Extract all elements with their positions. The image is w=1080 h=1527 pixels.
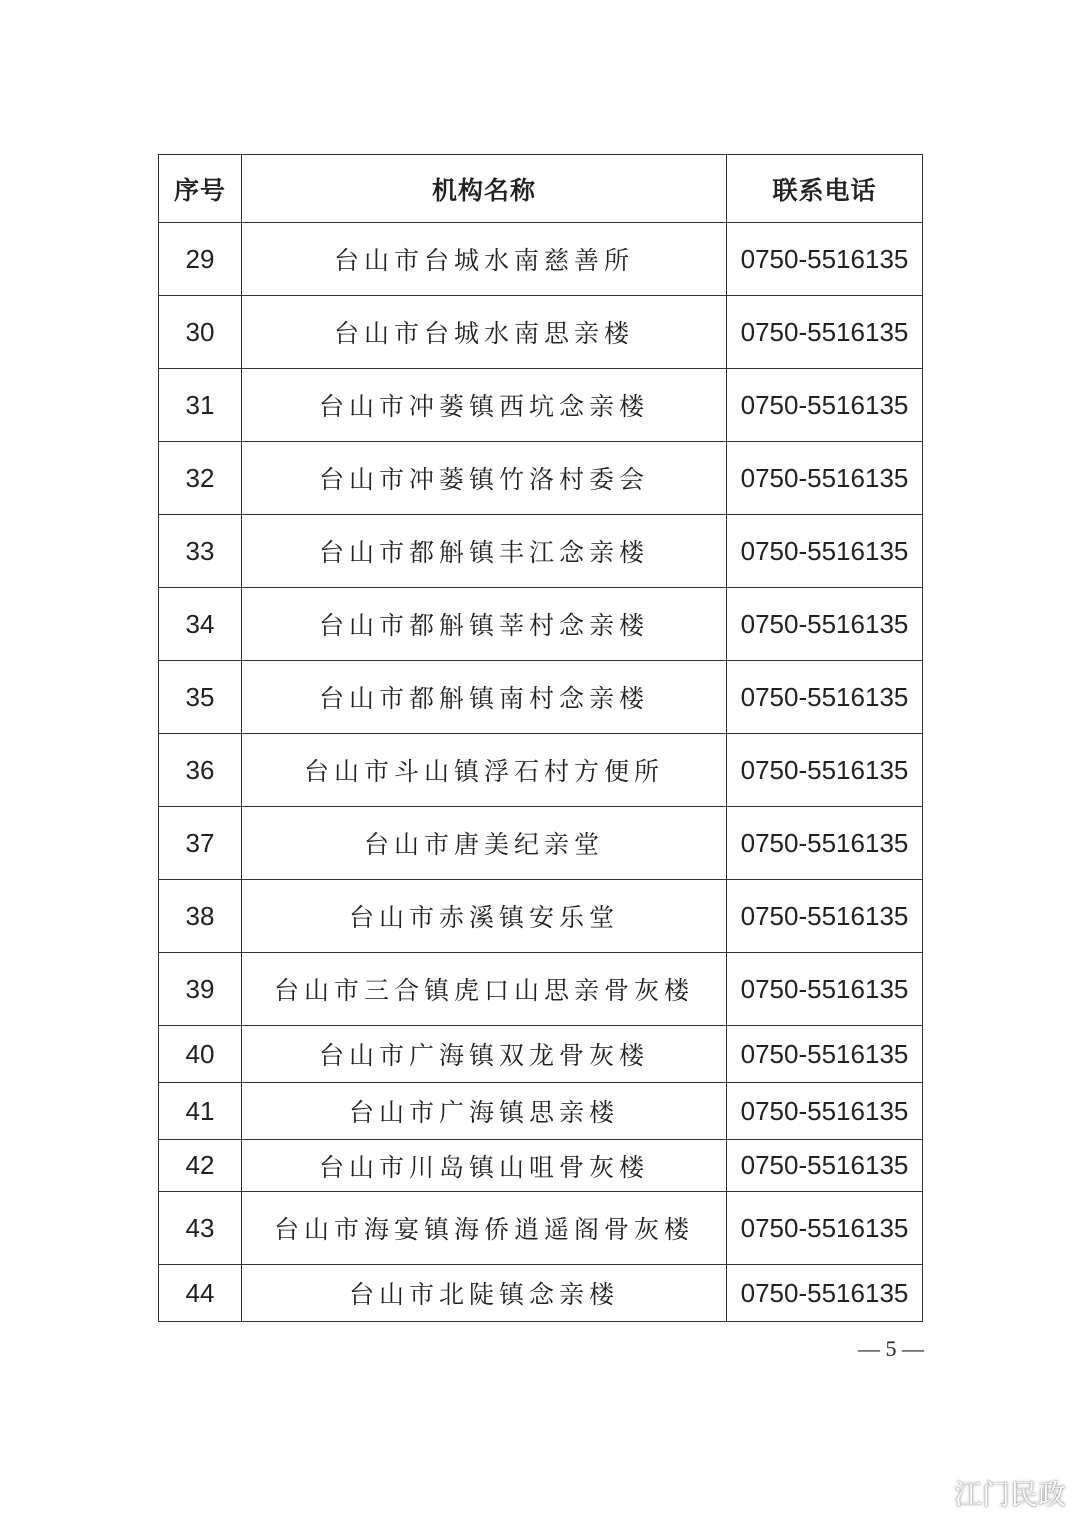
contact-phone: 0750-5516135	[727, 442, 923, 515]
row-number: 32	[159, 442, 242, 515]
watermark	[914, 1473, 1066, 1513]
contact-phone: 0750-5516135	[727, 953, 923, 1026]
row-number: 29	[159, 223, 242, 296]
contact-phone: 0750-5516135	[727, 515, 923, 588]
header-serial-number: 序号	[159, 155, 242, 223]
table-row	[159, 807, 923, 880]
institution-name: 台山市川岛镇山咀骨灰楼	[242, 1140, 727, 1192]
institution-name: 台山市赤溪镇安乐堂	[242, 880, 727, 953]
table-row	[159, 1192, 923, 1265]
institution-name: 台山市都斛镇莘村念亲楼	[242, 588, 727, 661]
institution-name: 台山市冲蒌镇西坑念亲楼	[242, 369, 727, 442]
institution-name: 台山市都斛镇南村念亲楼	[242, 661, 727, 734]
row-number: 44	[159, 1265, 242, 1322]
contact-phone: 0750-5516135	[727, 1026, 923, 1083]
table-row	[159, 442, 923, 515]
row-number: 34	[159, 588, 242, 661]
contact-phone: 0750-5516135	[727, 807, 923, 880]
table-header-row	[159, 155, 923, 223]
table-row	[159, 223, 923, 296]
table-row	[159, 1026, 923, 1083]
contact-phone: 0750-5516135	[727, 296, 923, 369]
institution-name: 台山市广海镇双龙骨灰楼	[242, 1026, 727, 1083]
institution-name: 台山市北陡镇念亲楼	[242, 1265, 727, 1322]
table-row	[159, 953, 923, 1026]
institution-name: 台山市台城水南思亲楼	[242, 296, 727, 369]
row-number: 41	[159, 1083, 242, 1140]
row-number: 35	[159, 661, 242, 734]
institution-name: 台山市都斛镇丰江念亲楼	[242, 515, 727, 588]
row-number: 43	[159, 1192, 242, 1265]
institution-name: 台山市冲蒌镇竹洛村委会	[242, 442, 727, 515]
table-row	[159, 734, 923, 807]
institution-table-container	[158, 154, 922, 1322]
contact-phone: 0750-5516135	[727, 223, 923, 296]
contact-phone: 0750-5516135	[727, 588, 923, 661]
table-row	[159, 1140, 923, 1192]
table-row	[159, 1083, 923, 1140]
row-number: 40	[159, 1026, 242, 1083]
table-row	[159, 661, 923, 734]
contact-phone: 0750-5516135	[727, 1083, 923, 1140]
contact-phone: 0750-5516135	[727, 1140, 923, 1192]
row-number: 37	[159, 807, 242, 880]
institution-name: 台山市斗山镇浮石村方便所	[242, 734, 727, 807]
contact-phone: 0750-5516135	[727, 880, 923, 953]
table-row	[159, 369, 923, 442]
institution-name: 台山市广海镇思亲楼	[242, 1083, 727, 1140]
contact-phone: 0750-5516135	[727, 1265, 923, 1322]
contact-phone: 0750-5516135	[727, 734, 923, 807]
institution-name: 台山市海宴镇海侨逍遥阁骨灰楼	[242, 1192, 727, 1265]
contact-phone: 0750-5516135	[727, 369, 923, 442]
row-number: 31	[159, 369, 242, 442]
row-number: 30	[159, 296, 242, 369]
row-number: 42	[159, 1140, 242, 1192]
table-row	[159, 515, 923, 588]
watermark-text: 江门民政	[953, 1478, 1066, 1511]
table-row	[159, 588, 923, 661]
institution-name: 台山市三合镇虎口山思亲骨灰楼	[242, 953, 727, 1026]
row-number: 36	[159, 734, 242, 807]
header-institution-name: 机构名称	[242, 155, 727, 223]
contact-phone: 0750-5516135	[727, 661, 923, 734]
institution-table	[158, 154, 923, 1322]
row-number: 33	[159, 515, 242, 588]
weibo-icon	[914, 1479, 948, 1507]
institution-name: 台山市台城水南慈善所	[242, 223, 727, 296]
table-row	[159, 880, 923, 953]
row-number: 38	[159, 880, 242, 953]
row-number: 39	[159, 953, 242, 1026]
page-number: — 5 —	[858, 1336, 924, 1361]
table-row	[159, 1265, 923, 1322]
institution-name: 台山市唐美纪亲堂	[242, 807, 727, 880]
contact-phone: 0750-5516135	[727, 1192, 923, 1265]
table-row	[159, 296, 923, 369]
header-contact-phone: 联系电话	[727, 155, 923, 223]
